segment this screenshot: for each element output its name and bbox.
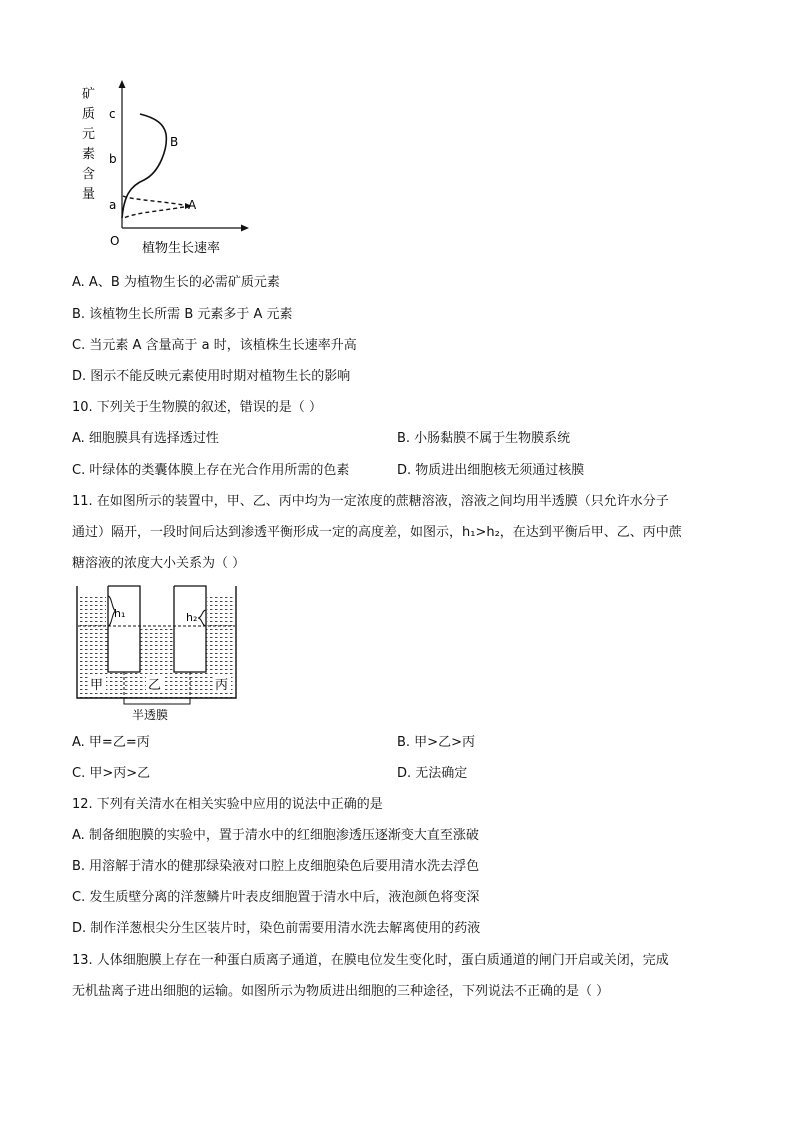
origin-label: O — [110, 234, 120, 248]
q11-stem-line-1: 11. 在如图所示的装置中，甲、乙、丙中均为一定浓度的蔗糖溶液，溶液之间均用半透膜（只允许水分子 — [72, 494, 669, 509]
q10-option-c: C. 叶绿体的类囊体膜上存在光合作用所需的色素 — [72, 463, 350, 478]
q12-option-c: C. 发生质壁分离的洋葱鳞片叶表皮细胞置于清水中后，液泡颜色将变深 — [72, 890, 480, 905]
y-label-char: 素 — [82, 147, 96, 162]
q9-option-c: C. 当元素 A 含量高于 a 时，该植株生长速率升高 — [72, 338, 357, 353]
x-axis-label: 植物生长速率 — [142, 241, 221, 256]
membrane-label: 半透膜 — [132, 708, 169, 722]
tick-a: a — [109, 198, 117, 212]
q10-option-b: B. 小肠黏膜不属于生物膜系统 — [397, 431, 571, 446]
y-axis-arrow — [119, 80, 126, 88]
curve-a — [123, 196, 188, 218]
label-bing: 丙 — [215, 678, 229, 693]
label-yi: 乙 — [148, 678, 162, 693]
q11-option-c: C. 甲>丙>乙 — [72, 766, 151, 781]
q13-stem-line-2: 无机盐离子进出细胞的运输。如图所示为物质进出细胞的三种途径，下列说法不正确的是（ ） — [72, 984, 610, 999]
q10-option-d: D. 物质进出细胞核无须通过核膜 — [397, 463, 585, 478]
h2-label: h₂ — [186, 611, 198, 624]
osmosis-apparatus-figure — [74, 584, 240, 724]
tick-c: c — [109, 107, 116, 121]
q9-option-b: B. 该植物生长所需 B 元素多于 A 元素 — [72, 307, 293, 322]
y-label-char: 矿 — [82, 87, 96, 102]
q11-option-a: A. 甲=乙=丙 — [72, 735, 150, 750]
q10-option-a: A. 细胞膜具有选择透过性 — [72, 431, 219, 446]
q11-option-d: D. 无法确定 — [397, 766, 468, 781]
y-label-char: 含 — [82, 167, 96, 182]
y-label-char: 量 — [82, 187, 96, 202]
q12-stem: 12. 下列有关清水在相关实验中应用的说法中正确的是 — [72, 797, 383, 812]
x-axis-arrow — [241, 225, 249, 232]
membrane-callout — [124, 698, 190, 704]
label-jia: 甲 — [90, 678, 104, 693]
curve-a-label: A — [188, 198, 197, 212]
tick-b: b — [109, 152, 117, 166]
q13-stem-line-1: 13. 人体细胞膜上存在一种蛋白质离子通道，在膜电位发生变化时，蛋白质通道的闸门开启或关闭，完成 — [72, 953, 669, 968]
q10-stem: 10. 下列关于生物膜的叙述，错误的是（ ） — [72, 400, 322, 415]
q12-option-a: A. 制备细胞膜的实验中，置于清水中的红细胞渗透压逐渐变大直至涨破 — [72, 828, 479, 843]
q11-option-b: B. 甲>乙>丙 — [397, 735, 475, 750]
q12-option-b: B. 用溶解于清水的健那绿染液对口腔上皮细胞染色后要用清水洗去浮色 — [72, 859, 480, 874]
curve-b-label: B — [170, 135, 179, 149]
h1-label: h₁ — [114, 607, 126, 620]
mineral-content-figure — [72, 78, 252, 260]
q11-stem-line-3: 糖溶液的浓度大小关系为（ ） — [72, 556, 246, 571]
q12-option-d: D. 制作洋葱根尖分生区装片时，染色前需要用清水洗去解离使用的药液 — [72, 921, 481, 936]
y-label-char: 质 — [82, 107, 96, 122]
q11-stem-line-2: 通过）隔开，一段时间后达到渗透平衡形成一定的高度差，如图示，h₁>h₂，在达到平衡后甲、乙、丙中蔗 — [72, 525, 682, 540]
q9-option-a: A. A、B 为植物生长的必需矿质元素 — [72, 275, 280, 290]
y-label-char: 元 — [82, 127, 96, 142]
q9-option-d: D. 图示不能反映元素使用时期对植物生长的影响 — [72, 369, 351, 384]
